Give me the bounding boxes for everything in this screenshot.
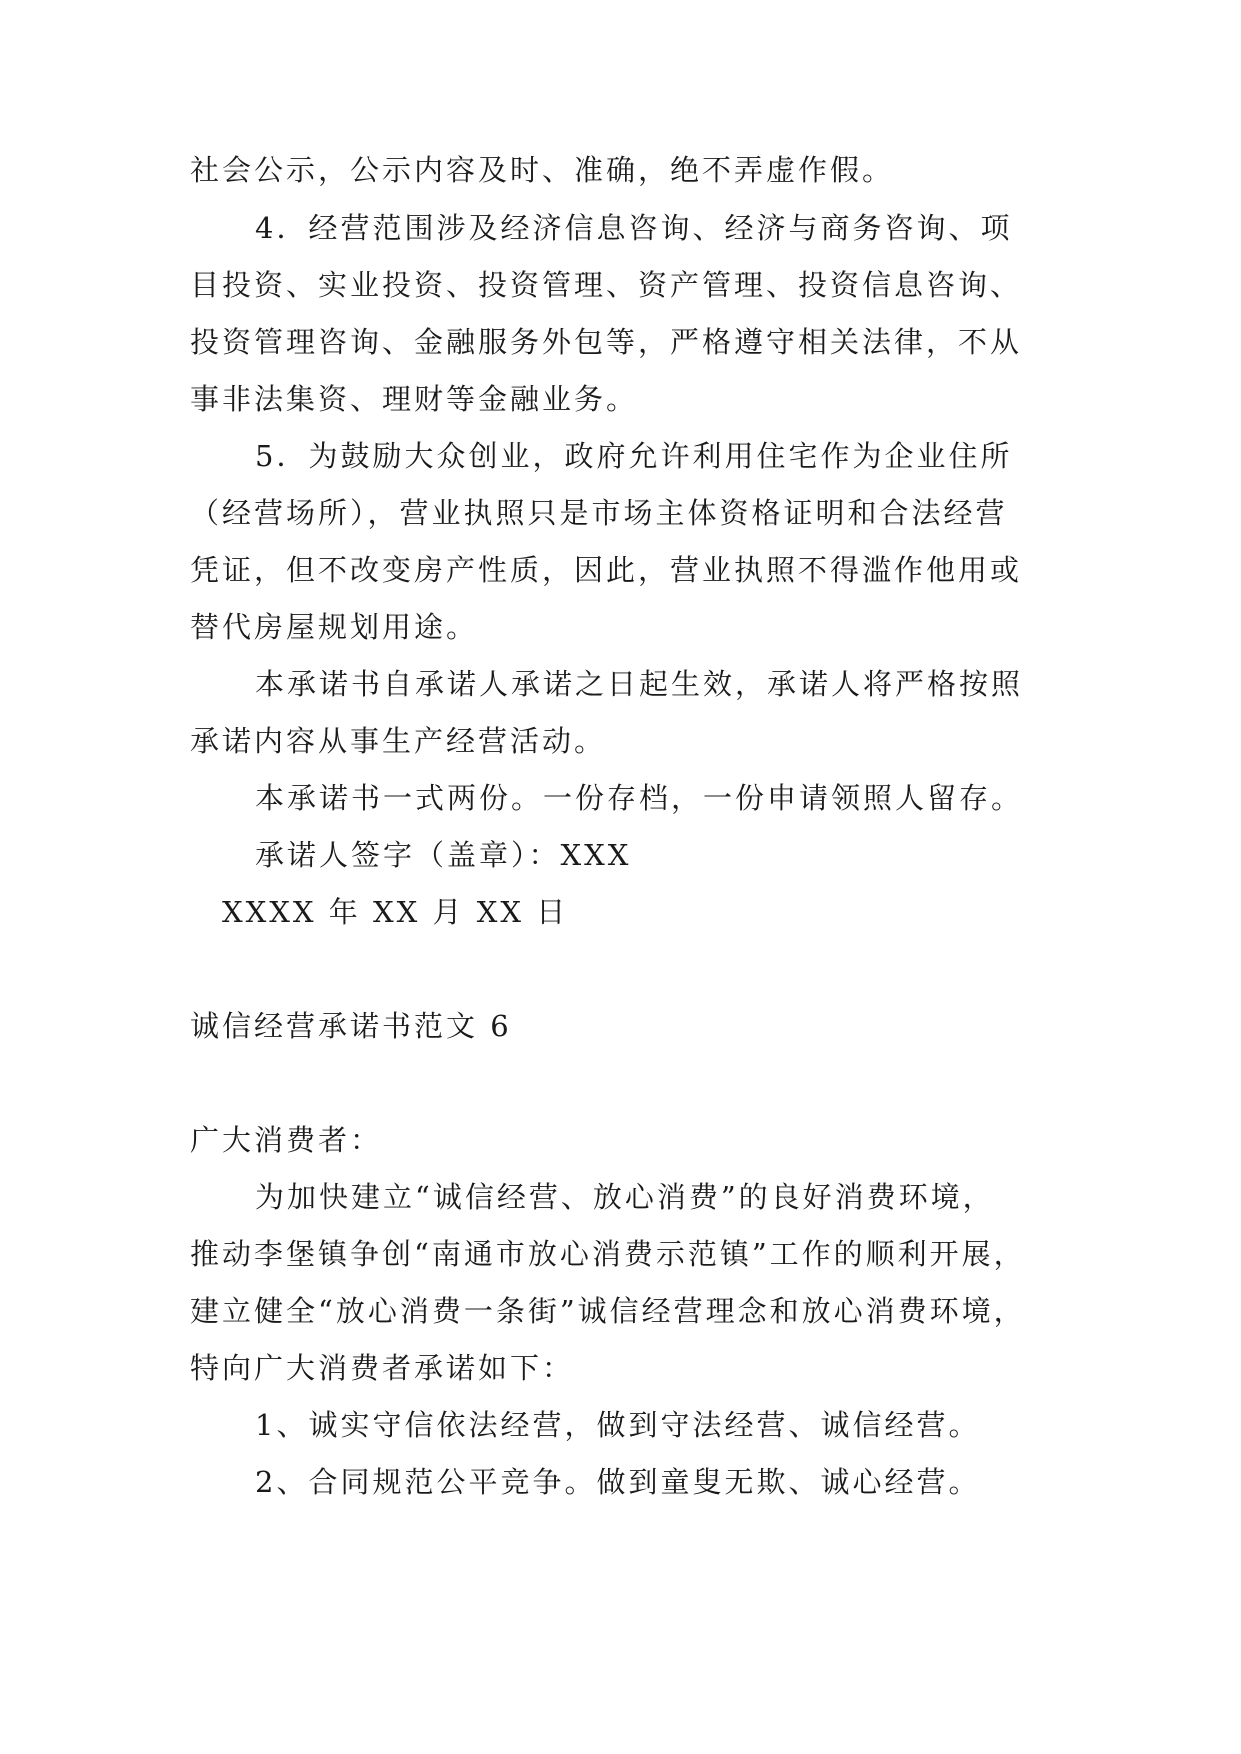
date-line: XXXX 年 XX 月 XX 日 — [222, 895, 569, 929]
paragraph-line: 替代房屋规划用途。 — [190, 610, 479, 644]
paragraph-line: 5．为鼓励大众创业，政府允许利用住宅作为企业住所 — [255, 439, 1013, 473]
list-item: 1、诚实守信依法经营，做到守法经营、诚信经营。 — [255, 1408, 981, 1442]
salutation: 广大消费者： — [190, 1123, 383, 1157]
paragraph-line: 本承诺书一式两份。一份存档，一份申请领照人留存。 — [255, 781, 1024, 815]
section-title: 诚信经营承诺书范文 6 — [190, 1009, 512, 1043]
paragraph-line: 投资管理咨询、金融服务外包等，严格遵守相关法律，不从 — [190, 325, 1023, 359]
signature-line: 承诺人签字（盖章）：XXX — [255, 838, 632, 872]
paragraph-line: 目投资、实业投资、投资管理、资产管理、投资信息咨询、 — [190, 268, 1023, 302]
paragraph-line: 推动李堡镇争创“南通市放心消费示范镇”工作的顺利开展， — [190, 1237, 1026, 1271]
paragraph-line: 本承诺书自承诺人承诺之日起生效，承诺人将严格按照 — [255, 667, 1024, 701]
paragraph-line: 建立健全“放心消费一条街”诚信经营理念和放心消费环境， — [190, 1294, 1026, 1328]
paragraph-line: 承诺内容从事生产经营活动。 — [190, 724, 607, 758]
paragraph-line: （经营场所），营业执照只是市场主体资格证明和合法经营 — [190, 496, 1008, 530]
paragraph-line: 为加快建立“诚信经营、放心消费”的良好消费环境， — [255, 1180, 995, 1214]
paragraph-line: 特向广大消费者承诺如下： — [190, 1351, 575, 1385]
paragraph-line: 事非法集资、理财等金融业务。 — [190, 382, 639, 416]
list-item: 2、合同规范公平竞争。做到童叟无欺、诚心经营。 — [255, 1465, 981, 1499]
paragraph-line: 凭证，但不改变房产性质，因此，营业执照不得滥作他用或 — [190, 553, 1023, 587]
paragraph-line: 4．经营范围涉及经济信息咨询、经济与商务咨询、项 — [255, 211, 1013, 245]
paragraph-line: 社会公示，公示内容及时、准确，绝不弄虚作假。 — [190, 153, 895, 187]
